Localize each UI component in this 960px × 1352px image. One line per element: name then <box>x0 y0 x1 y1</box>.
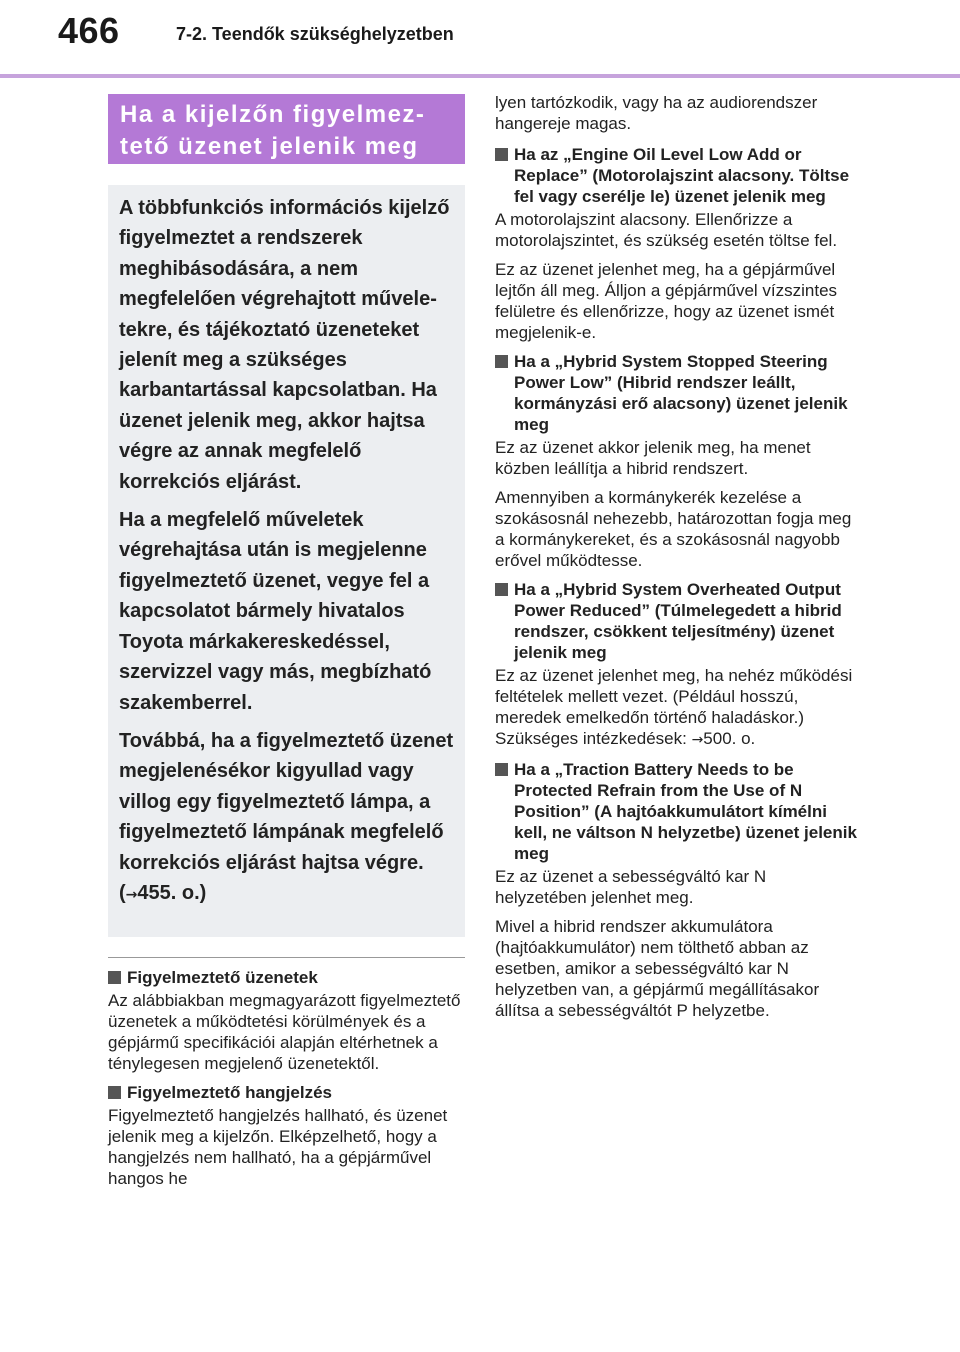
item-paragraph: Az alábbiakban megmagyarázott figyelmeztető üzenetek a működtetési körülmények és a gépjármű specifikációi alapján eltérhetnek a ténylegesen megjelenő üzenetektől. <box>108 991 461 1073</box>
info-item <box>495 144 857 343</box>
item-heading <box>495 144 857 207</box>
intro-paragraph-3-text: Továbbá, ha a figyelmeztető üzenet megjelenésékor kigyullad vagy villog egy figyelmeztető lámpa, a figyelmeztető lámpának megfelelő korrekciós eljárást hajtsa végre. <box>119 729 454 874</box>
item-paragraph: Amennyiben a kormánykerék kezelése a szokásosnál nehezebb, határozottan fogja meg a kormánykereket, és a szokásosnál nagyobb erővel működtesse. <box>495 488 852 570</box>
intro-paragraph-1: A többfunkciós információs kijelző figyelmeztet a rendszerek meghibásodására, a nem megfelelően végrehajtott műveletekre, és tájékoztató üzeneteket jelenít meg a szükséges karbantartással kapcsolatban. Ha üzenet jelenik meg, akkor hajtsa végre az annak megfelelő korrekciós eljárást. <box>119 197 450 493</box>
arrow-icon: → <box>125 886 138 903</box>
info-item <box>495 351 857 571</box>
item-heading <box>108 1082 465 1103</box>
page-reference: 500. o. <box>703 729 756 748</box>
intro-box <box>108 185 465 937</box>
item-heading <box>495 351 857 435</box>
intro-paragraph-3 <box>119 726 455 910</box>
item-paragraph: Mivel a hibrid rendszer akkumulátora (hajtóakkumulátor) nem tölthető abban az esetben, amikor a sebességváltó kar N helyzetben van, a gépjármű megállításakor állítsa a sebességváltót P helyzetbe. <box>495 917 820 1020</box>
square-bullet-icon <box>495 148 508 161</box>
square-bullet-icon <box>495 763 508 776</box>
item-paragraph: Figyelmeztető hangjelzés hallható, és üzenet jelenik meg a kijelzőn. Elképzelhető, hogy a hangjelzés nem hallható, ha a gépjárművel hangos he <box>108 1106 448 1188</box>
continued-text: lyen tartózkodik, vagy ha az audiorendszer hangereje magas. <box>495 93 818 133</box>
ref-open: ( <box>119 881 126 904</box>
section-title-line1: Ha a kijelzőn figyelmez- <box>120 101 426 128</box>
right-items <box>495 144 857 1021</box>
divider <box>108 957 465 958</box>
action-label: Szükséges intézkedések: <box>495 729 692 748</box>
right-column <box>495 92 857 1029</box>
item-heading <box>495 759 857 864</box>
section-title-line2: tető üzenet jelenik meg <box>120 133 419 160</box>
item-heading-text: Ha az „Engine Oil Level Low Add or Replace” (Motorolajszint alacsony. Töltse fel vagy cserélje le) üzenet jelenik meg <box>514 145 850 206</box>
item-heading-text: Figyelmeztető üzenetek <box>127 968 318 987</box>
square-bullet-icon <box>108 971 121 984</box>
info-item <box>108 967 465 1074</box>
item-paragraph: Ez az üzenet a sebességváltó kar N helyzetében jelenhet meg. <box>495 867 767 907</box>
left-column <box>108 94 465 1197</box>
chapter-title: 7-2. Teendők szükséghelyzetben <box>176 24 454 44</box>
info-item <box>108 1082 465 1189</box>
square-bullet-icon <box>495 355 508 368</box>
item-heading-text: Ha a „Hybrid System Stopped Steering Power Low” (Hibrid rendszer leállt, kormányzási erő alacsony) üzenet jelenik meg <box>514 352 848 434</box>
item-paragraph: Ez az üzenet akkor jelenik meg, ha menet közben leállítja a hibrid rendszert. <box>495 438 811 478</box>
info-item <box>495 579 857 751</box>
square-bullet-icon <box>108 1086 121 1099</box>
item-paragraph: A motorolajszint alacsony. Ellenőrizze a motorolajszintet, és szükség esetén töltse fel. <box>495 210 838 250</box>
item-heading <box>108 967 465 988</box>
section-title <box>108 94 465 164</box>
square-bullet-icon <box>495 583 508 596</box>
item-heading <box>495 579 857 663</box>
left-items <box>108 967 465 1189</box>
page-number: 466 <box>58 10 120 51</box>
item-paragraph: Ez az üzenet jelenhet meg, ha nehéz működési feltételek mellett vezet. (Például hosszú, meredek emelkedőn történő haladáskor.) <box>495 666 853 727</box>
item-heading-text: Ha a „Hybrid System Overheated Output Power Reduced” (Túlmelegedett a hibrid rendszer, csökkent teljesítmény) üzenet jelenik meg <box>514 580 842 662</box>
arrow-icon: → <box>691 732 704 748</box>
page-reference: 455. o.) <box>137 881 207 904</box>
item-heading-text: Figyelmeztető hangjelzés <box>127 1083 332 1102</box>
item-heading-text: Ha a „Traction Battery Needs to be Protected Refrain from the Use of N Position” (A hajtóakkumulátort kímélni kell, ne váltson N helyzetbe) üzenet jelenik meg <box>514 760 857 863</box>
action-line <box>495 728 857 751</box>
continued-paragraph <box>495 92 857 134</box>
info-item <box>495 759 857 1021</box>
item-paragraph: Ez az üzenet jelenhet meg, ha a gépjárművel lejtőn áll meg. Álljon a gépjárművel vízszintes felületre és ellenőrizze, hogy az üzenet ismét megjelenik-e. <box>495 260 838 342</box>
intro-paragraph-2: Ha a megfelelő műveletek végrehajtása után is megjelenne figyelmeztető üzenet, vegye fel a kapcsolatot bármely hivatalos Toyota márkakereskedéssel, szervizzel vagy más, megbízható szakemberrel. <box>119 509 432 714</box>
header-rule <box>0 74 960 78</box>
